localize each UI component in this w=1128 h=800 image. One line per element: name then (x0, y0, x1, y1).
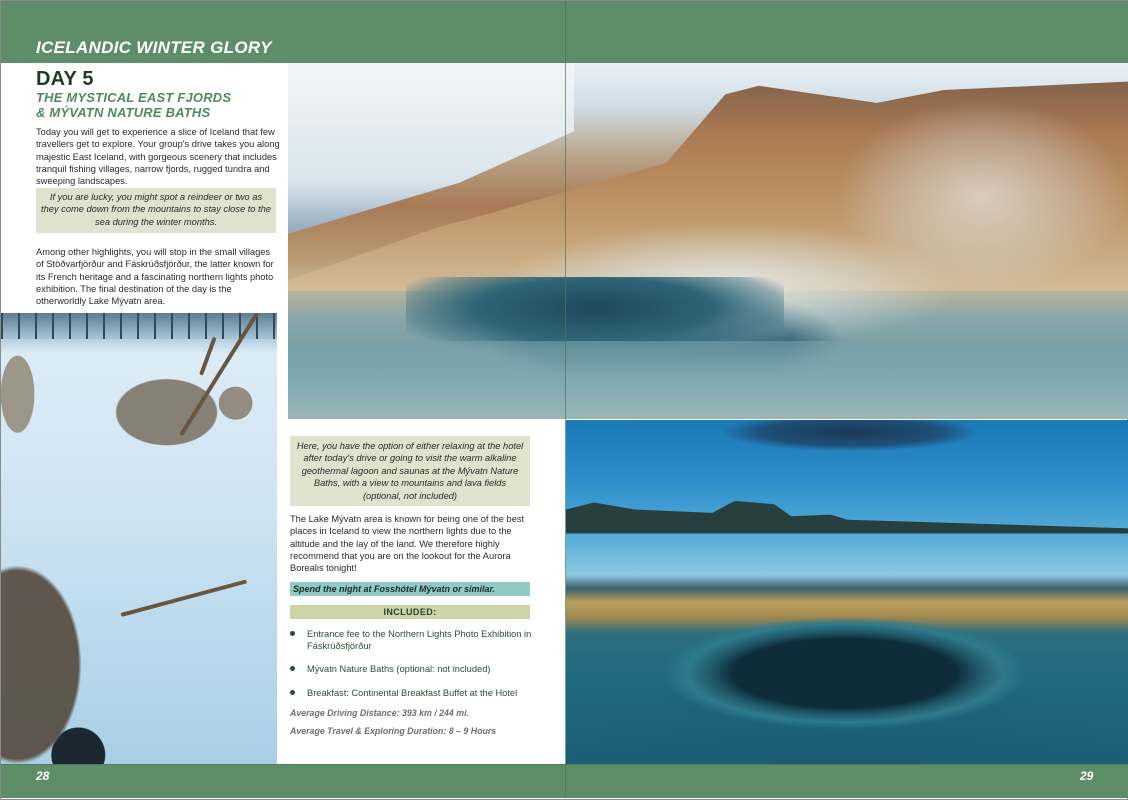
distant-hills (566, 499, 1128, 533)
antler-shape (199, 337, 216, 376)
included-list (290, 628, 540, 710)
reindeer-callout: If you are lucky, you might spot a reindeer or two as they come down from the mountains to stay close to the sea during the winter months. (36, 188, 276, 233)
mud-pot-photo (566, 420, 1128, 764)
subtitle-line-1: THE MYSTICAL EAST FJORDS (36, 90, 232, 105)
day-title: DAY 5 (36, 68, 94, 90)
page-number-left: 28 (36, 769, 50, 783)
included-heading: INCLUDED: (290, 605, 530, 619)
reindeer-photo (1, 313, 277, 764)
mud-crater (611, 599, 1061, 764)
subtitle-line-2: & MÝVATN NATURE BATHS (36, 104, 211, 120)
dark-cloud (724, 420, 977, 451)
bullet-icon (290, 690, 295, 695)
nature-baths-callout: Here, you have the option of either relaxing at the hotel after today's drive or going to visit the warm alkaline geothermal lagoon and saunas at the Mývatn Nature Baths, with a view to mountains and lava fields (optional, not included) (290, 436, 530, 506)
geothermal-field-photo (288, 63, 1128, 419)
series-title: ICELANDIC WINTER GLORY (36, 38, 272, 57)
hotel-note: Spend the night at Fosshótel Mývatn or similar. (290, 582, 530, 596)
intro-paragraph: Today you will get to experience a slice of Iceland that few travellers get to explore. Your group's drive takes you along majestic East Iceland, with gorgeous scenery that includes tranquil fishing villages, narrow fjords, rugged tundra and sweeping landscapes. (36, 127, 280, 187)
driving-distance: Average Driving Distance: 393 km / 244 mi. (290, 708, 469, 718)
forest-background (1, 313, 277, 339)
bullet-icon (290, 666, 295, 671)
foreground-ground (288, 341, 1128, 419)
included-item: Entrance fee to the Northern Lights Photo Exhibition in Fáskrúðsfjörður (290, 628, 540, 652)
included-item: Mývatn Nature Baths (optional: not included) (290, 663, 540, 675)
exploring-duration: Average Travel & Exploring Duration: 8 – 9 Hours (290, 726, 497, 736)
bullet-icon (290, 631, 295, 636)
page-spine (565, 1, 566, 798)
day-subtitle (36, 91, 231, 120)
steam-plume (835, 99, 1128, 295)
northern-lights-paragraph: The Lake Mývatn area is known for being one of the best places in Iceland to view the northern lights due to the altitude and the lay of the land. We therefore highly recommend that you are on the lookout for the Aurora Borealis tonight! (290, 514, 525, 574)
antler-shape (120, 579, 247, 617)
page-number-right: 29 (1080, 769, 1094, 783)
included-item: Breakfast: Continental Breakfast Buffet at the Hotel (290, 687, 540, 699)
highlights-paragraph: Among other highlights, you will stop in the small villages of Stöðvarfjörður and Fáskrúðsfjörður, the latter known for its French heritage and a fascinating northern lights photo exhibition. The final destination of the day is the otherworldly Lake Mývatn area. (36, 247, 274, 307)
